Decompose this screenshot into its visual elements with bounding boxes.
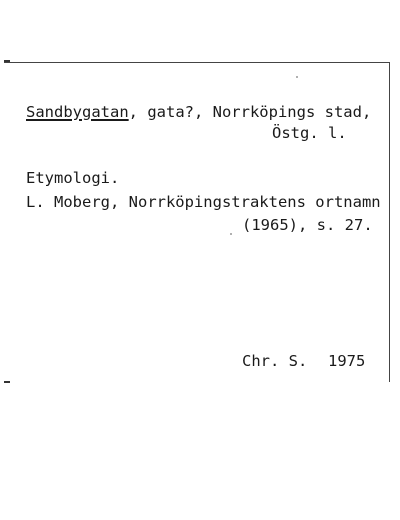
card-frame-right-border [389,62,390,382]
speck [230,233,232,235]
section-label: Etymologi. [26,169,120,187]
signature-year: 1975 [328,352,366,370]
signature: Chr. S. [242,352,308,370]
entry-region: Östg. l. [272,124,347,142]
entry-heading-line [26,103,371,121]
reference-line-2: (1965), s. 27. [242,216,373,234]
headword: Sandbygatan [26,103,129,121]
card-edge-mark-top [4,60,10,62]
card-frame-top-border [4,62,390,63]
reference-line-1: L. Moberg, Norrköpingstraktens ortnamn [26,193,381,211]
speck [296,76,298,78]
entry-heading-rest: , gata?, Norrköpings stad, [128,103,372,121]
card-edge-mark-bottom [4,381,10,383]
